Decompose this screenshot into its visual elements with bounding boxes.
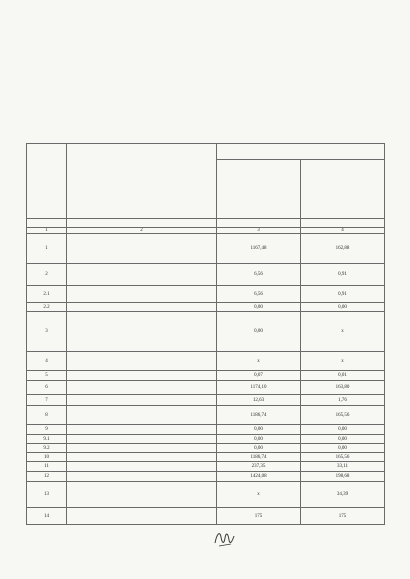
row-name: [67, 406, 217, 425]
row-name: [67, 312, 217, 352]
group-header: [217, 144, 385, 160]
row-name: [67, 425, 217, 435]
index-cell: 1: [27, 228, 67, 234]
row-number: 1: [27, 234, 67, 264]
row-value-b: x: [301, 312, 385, 352]
row-number: 9.1: [27, 435, 67, 444]
row-value-b: 0,00: [301, 303, 385, 312]
table-row: [27, 508, 385, 525]
row-value-a: 1167,48: [217, 234, 301, 264]
table-row: [27, 264, 385, 286]
index-cell: 2: [67, 228, 217, 234]
row-value-a: 12,63: [217, 395, 301, 406]
header-line: [214, 44, 364, 49]
signatory-title: [52, 532, 172, 548]
row-value-b: 175: [301, 508, 385, 525]
row-value-b: 163,80: [301, 381, 385, 395]
tariff-table: [26, 143, 385, 525]
table-row: [27, 435, 385, 444]
col-no-header: [27, 144, 67, 219]
table-row: [27, 381, 385, 395]
row-value-b: 165,56: [301, 453, 385, 462]
row-value-a: 1424,08: [217, 472, 301, 482]
row-value-a: 0,07: [217, 371, 301, 381]
table-row: [27, 395, 385, 406]
row-name: [67, 453, 217, 462]
document-header: [214, 4, 364, 102]
row-number: 2.1: [27, 286, 67, 303]
document-footer: [0, 528, 410, 568]
row-number: 2: [27, 264, 67, 286]
row-number: 13: [27, 482, 67, 508]
row-name: [67, 482, 217, 508]
unit-a: [217, 219, 301, 228]
row-value-b: 0,01: [301, 371, 385, 381]
row-name: [67, 462, 217, 472]
row-value-a: 1174,10: [217, 381, 301, 395]
header-line: [214, 64, 364, 69]
row-number: 14: [27, 508, 67, 525]
table-row: [27, 482, 385, 508]
row-value-a: 1186,74: [217, 406, 301, 425]
row-value-a: 1186,74: [217, 453, 301, 462]
row-value-a: 0,00: [217, 312, 301, 352]
row-value-a: x: [217, 352, 301, 371]
intro-line: [30, 111, 382, 116]
col-b-header: [301, 160, 385, 219]
row-number: 8: [27, 406, 67, 425]
row-value-b: x: [301, 352, 385, 371]
row-value-b: 0,00: [301, 435, 385, 444]
handwritten-signature: [212, 528, 236, 550]
row-value-a: 0,00: [217, 435, 301, 444]
row-name: [67, 435, 217, 444]
row-value-b: 0,91: [301, 264, 385, 286]
row-value-b: 0,91: [301, 286, 385, 303]
table-row: [27, 234, 385, 264]
row-value-b: 165,56: [301, 406, 385, 425]
col-a-header: [217, 160, 301, 219]
header-line: [214, 54, 364, 59]
row-number: 10: [27, 453, 67, 462]
row-name: [67, 381, 217, 395]
table-row: [27, 444, 385, 453]
row-name: [67, 508, 217, 525]
table-row: [27, 303, 385, 312]
header-line: [214, 24, 364, 29]
unit-cell-empty: [27, 219, 67, 228]
row-number: 4: [27, 352, 67, 371]
table-row: [27, 453, 385, 462]
row-number: 2.2: [27, 303, 67, 312]
header-line: [214, 34, 364, 39]
row-value-b: 1,76: [301, 395, 385, 406]
signatory-name: [283, 538, 323, 544]
row-name: [67, 234, 217, 264]
row-number: 6: [27, 381, 67, 395]
row-value-b: 162,88: [301, 234, 385, 264]
row-name: [67, 352, 217, 371]
row-value-b: 33,11: [301, 462, 385, 472]
unit-b: [301, 219, 385, 228]
table-row: [27, 286, 385, 303]
row-name: [67, 371, 217, 381]
table-row: [27, 312, 385, 352]
header-line: [214, 74, 364, 79]
row-number: 5: [27, 371, 67, 381]
row-number: 9.2: [27, 444, 67, 453]
header-line: [214, 4, 364, 9]
row-name: [67, 472, 217, 482]
row-value-a: 0,00: [217, 444, 301, 453]
row-name: [67, 286, 217, 303]
header-line: [214, 14, 364, 19]
signatory-title-line: [52, 532, 172, 537]
header-line: [214, 84, 364, 89]
row-value-b: 198,68: [301, 472, 385, 482]
table-row: [27, 425, 385, 435]
table-row: [27, 472, 385, 482]
row-value-b: 0,00: [301, 425, 385, 435]
row-value-a: 237,35: [217, 462, 301, 472]
table-row: [27, 371, 385, 381]
row-name: [67, 444, 217, 453]
row-value-a: 6,56: [217, 264, 301, 286]
row-value-a: x: [217, 482, 301, 508]
row-name: [67, 264, 217, 286]
index-cell: 3: [217, 228, 301, 234]
row-value-a: 175: [217, 508, 301, 525]
row-name: [67, 303, 217, 312]
col-name-header: [67, 144, 217, 219]
table-row: [27, 352, 385, 371]
row-value-b: 34,39: [301, 482, 385, 508]
signatory-title-line: [52, 540, 172, 545]
document-intro: [30, 103, 382, 119]
row-number: 9: [27, 425, 67, 435]
index-cell: 4: [301, 228, 385, 234]
row-number: 11: [27, 462, 67, 472]
row-number: 12: [27, 472, 67, 482]
row-number: 3: [27, 312, 67, 352]
intro-line: [30, 103, 382, 108]
table-row: [27, 406, 385, 425]
row-value-a: 0,00: [217, 425, 301, 435]
row-number: 7: [27, 395, 67, 406]
row-value-a: 6,56: [217, 286, 301, 303]
row-value-b: 0,00: [301, 444, 385, 453]
row-value-a: 0,00: [217, 303, 301, 312]
unit-cell-empty: [67, 219, 217, 228]
row-name: [67, 395, 217, 406]
table-row: [27, 462, 385, 472]
